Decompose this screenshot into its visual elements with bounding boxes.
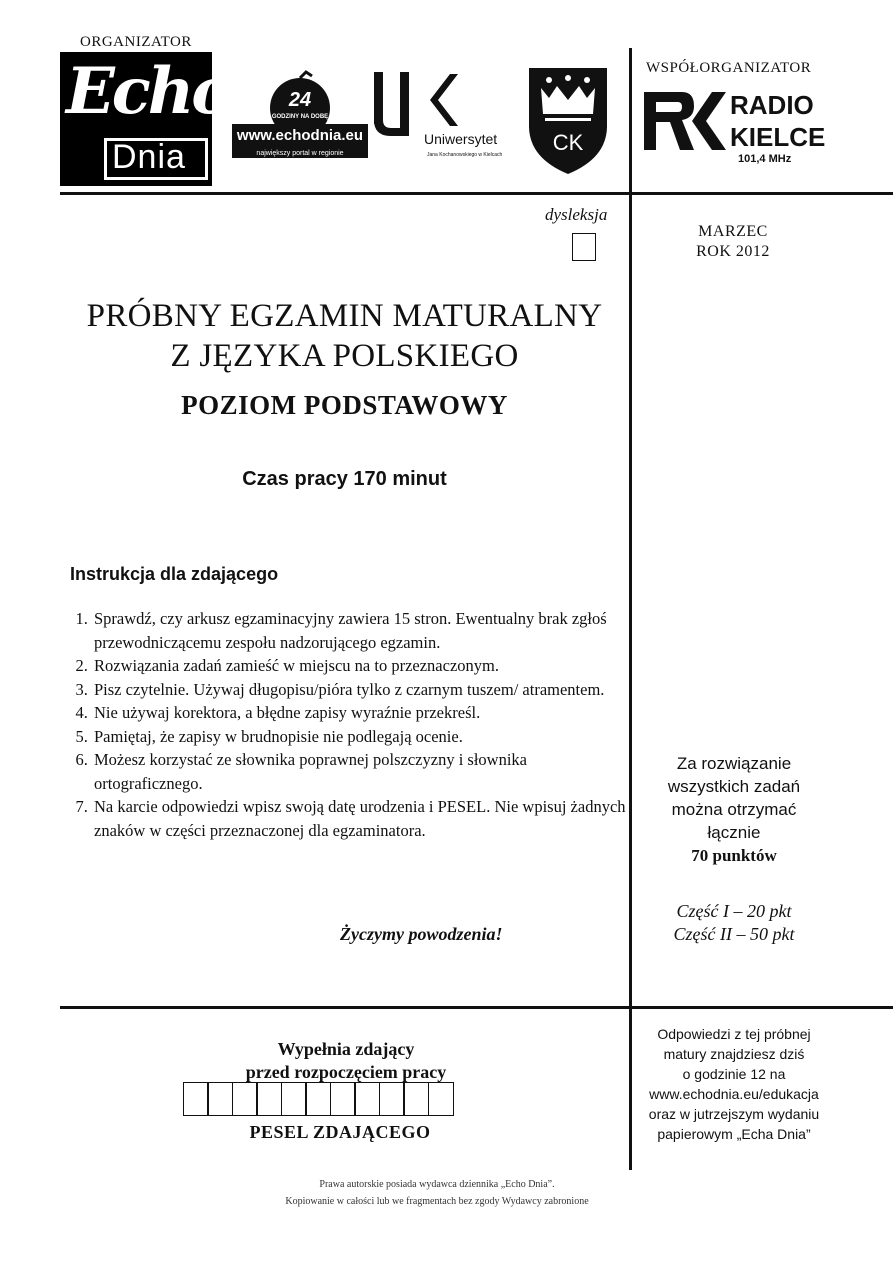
scoring-line3: można otrzymać <box>671 800 797 819</box>
pesel-digit-cell[interactable] <box>281 1082 307 1116</box>
exam-title-line1: PRÓBNY EGZAMIN MATURALNY <box>86 298 603 334</box>
university-logo <box>372 70 517 162</box>
answers-line2: matury znajdziesz dziś <box>663 1046 805 1062</box>
pesel-digit-cell[interactable] <box>207 1082 233 1116</box>
echodnia-24-icon <box>232 72 368 164</box>
pesel-digit-cell[interactable] <box>403 1082 429 1116</box>
copyright-footer <box>232 1176 642 1210</box>
answers-line5: oraz w jutrzejszym wydaniu <box>648 1106 820 1122</box>
coorganizer-label: WSPÓŁORGANIZATOR <box>646 60 812 76</box>
instruction-item: 1. Sprawdź, czy arkusz egzaminacyjny zawiera 15 stron. Ewentualny brak zgłoś przewodniczącemu zespołu nadzorującego egzamin. <box>92 607 630 654</box>
dyslexia-checkbox[interactable] <box>572 233 596 261</box>
pesel-instruction <box>186 1038 506 1084</box>
echo-logo-text: Echo <box>66 54 231 129</box>
pesel-label: PESEL ZDAJĄCEGO <box>249 1122 431 1142</box>
scoring-line1: Za rozwiązanie <box>676 754 792 773</box>
organizer-label: ORGANIZATOR <box>80 34 192 50</box>
crown-crest-icon <box>527 66 609 176</box>
pesel-grid <box>184 1082 454 1116</box>
pesel-fill-line2: przed rozpoczęciem pracy <box>245 1062 447 1082</box>
university-name: Uniwersytet <box>424 131 498 147</box>
answers-note <box>640 1024 828 1144</box>
instruction-item: 2. Rozwiązania zadań zamieść w miejscu na to przeznaczonym. <box>92 654 630 678</box>
footer-divider <box>60 1006 893 1009</box>
pesel-digit-cell[interactable] <box>428 1082 454 1116</box>
echodnia-24-tagline: GODZINY NA DOBĘ <box>271 114 329 120</box>
pesel-digit-cell[interactable] <box>330 1082 356 1116</box>
pesel-digit-cell[interactable] <box>379 1082 405 1116</box>
dyslexia-label: dysleksja <box>545 205 608 224</box>
pesel-fill-line1: Wypełnia zdający <box>277 1039 415 1059</box>
scoring-info <box>642 752 826 867</box>
answers-line1: Odpowiedzi z tej próbnej <box>657 1026 811 1042</box>
echodnia-24-subtitle: największy portal w regionie <box>256 150 344 157</box>
exam-month: MARZEC <box>698 223 768 240</box>
dnia-logo-text: Dnia <box>112 138 186 176</box>
answers-line6: papierowym „Echa Dnia” <box>657 1126 811 1142</box>
scoring-total: 70 punktów <box>691 846 777 865</box>
kielce-crest-logo <box>527 66 609 176</box>
exam-level: POZIOM PODSTAWOWY <box>181 390 508 420</box>
radio-frequency: 101,4 MHz <box>738 153 792 165</box>
echodnia-24-number: 24 <box>288 89 312 111</box>
instruction-item: 7. Na karcie odpowiedzi wpisz swoją datę urodzenia i PESEL. Nie wpisuj żadnych znaków w części przeznaczonej dla egzaminatora. <box>92 795 630 842</box>
echo-dnia-logo <box>60 52 231 186</box>
instruction-item: 5. Pamiętaj, że zapisy w brudnopisie nie podlegają ocenie. <box>92 725 630 749</box>
pesel-digit-cell[interactable] <box>183 1082 209 1116</box>
scoring-part2: Część II – 50 pkt <box>673 924 795 944</box>
answers-line3: o godzinie 12 na <box>682 1066 786 1082</box>
crest-letters: CK <box>552 130 584 155</box>
scoring-parts <box>642 900 826 946</box>
answers-line4: www.echodnia.eu/edukacja <box>649 1086 819 1102</box>
copyright-line2: Kopiowanie w całości lub we fragmentach bez zgody Wydawcy zabronione <box>285 1196 589 1207</box>
scoring-line2: wszystkich zadań <box>667 777 801 796</box>
radio-kielce-logo <box>642 88 826 172</box>
exam-title-line2: Z JĘZYKA POLSKIEGO <box>170 338 519 374</box>
instruction-item: 4. Nie używaj korektora, a błędne zapisy wyraźnie przekreśl. <box>92 701 630 725</box>
university-subtitle: Jana Kochanowskiego w Kielcach <box>427 152 503 158</box>
instructions-list <box>70 607 630 842</box>
instruction-item: 3. Pisz czytelnie. Używaj długopisu/pióra tylko z czarnym tuszem/ atramentem. <box>92 678 630 702</box>
pesel-digit-cell[interactable] <box>305 1082 331 1116</box>
copyright-line1: Prawa autorskie posiada wydawca dziennika „Echo Dnia”. <box>319 1179 555 1190</box>
radio-line1: RADIO <box>730 90 814 120</box>
good-luck-message: Życzymy powodzenia! <box>340 924 503 944</box>
pesel-digit-cell[interactable] <box>232 1082 258 1116</box>
pesel-digit-cell[interactable] <box>354 1082 380 1116</box>
instructions-heading: Instrukcja dla zdającego <box>70 564 279 584</box>
echodnia-24-url: www.echodnia.eu <box>236 127 364 144</box>
scoring-line4: łącznie <box>707 823 761 842</box>
scoring-part1: Część I – 20 pkt <box>676 901 792 921</box>
radio-line2: KIELCE <box>730 122 826 152</box>
exam-duration: Czas pracy 170 minut <box>242 468 447 490</box>
ujk-icon <box>372 70 517 162</box>
exam-year: ROK 2012 <box>696 243 770 260</box>
radio-kielce-icon <box>642 88 826 172</box>
header-divider <box>60 192 893 195</box>
pesel-digit-cell[interactable] <box>256 1082 282 1116</box>
instruction-item: 6. Możesz korzystać ze słownika poprawnej polszczyzny i słownika ortograficznego. <box>92 748 630 795</box>
echodnia-24-logo <box>232 72 368 164</box>
exam-date <box>642 222 824 262</box>
